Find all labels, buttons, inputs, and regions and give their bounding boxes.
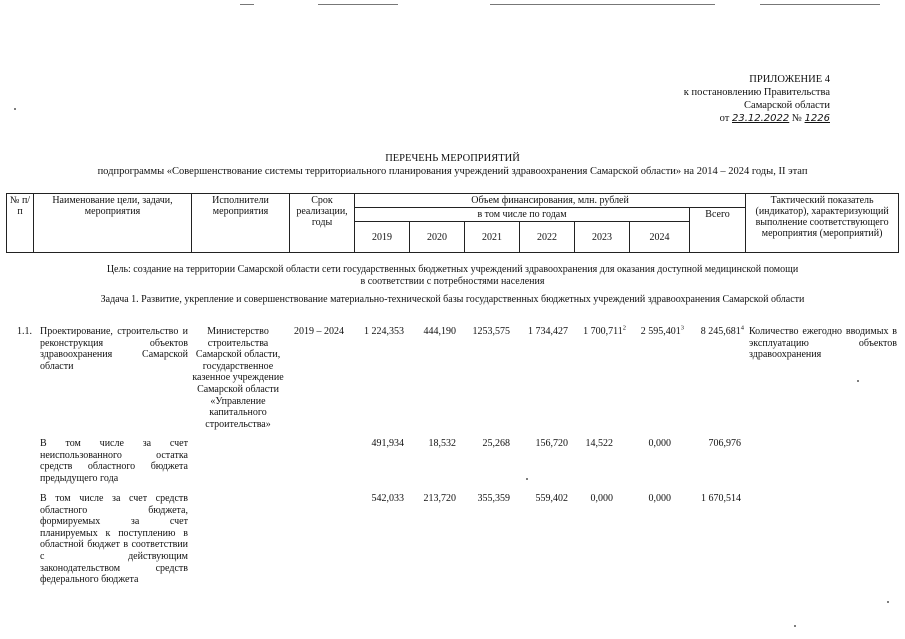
header-col-financing: Объем финансирования, млн. рублей <box>355 194 746 208</box>
row-term: 2019 – 2024 <box>294 326 344 337</box>
row-indicator: Количество ежегодно вводимых в эксплуатацию объектов здравоохранения <box>749 326 897 361</box>
appendix-title: ПРИЛОЖЕНИЕ 4 <box>749 74 830 85</box>
row-value: 0,000 <box>590 493 613 504</box>
header-year: 2023 <box>575 222 630 253</box>
row-value: 355,359 <box>477 493 510 504</box>
table-header <box>6 193 899 253</box>
row-value: 491,934 <box>371 438 404 449</box>
row-value: 1 224,353 <box>364 326 404 337</box>
row-value: 213,720 <box>423 493 456 504</box>
header-year: 2019 <box>355 222 410 253</box>
number-prefix: № <box>791 113 802 124</box>
header-col-number: № п/п <box>7 194 34 253</box>
header-col-executor: Исполнители мероприятия <box>192 194 290 253</box>
scan-artifact-line <box>240 4 254 5</box>
scan-artifact-line <box>318 4 398 5</box>
appendix-date-line <box>640 112 830 125</box>
scan-speck <box>794 625 796 627</box>
row-value: 18,532 <box>428 438 456 449</box>
row-value: 0,000 <box>648 493 671 504</box>
handwritten-date: 23.12.2022 <box>732 113 790 124</box>
header-col-by-years: в том числе по годам <box>355 208 690 222</box>
header-year: 2024 <box>630 222 690 253</box>
scan-artifact-line <box>490 4 715 5</box>
appendix-line: Самарской области <box>744 100 830 111</box>
row-value: 156,720 <box>535 438 568 449</box>
row-name: В том числе за счет средств областного бюджета, формируемых за счет планируемых к поступлению в областной бюджет в соответствии с действующим законодательством средств федерального бюджета <box>40 493 188 586</box>
row-total: 706,976 <box>708 438 741 449</box>
scan-speck <box>14 108 16 110</box>
handwritten-number: 1226 <box>804 113 830 124</box>
appendix-block <box>640 73 830 125</box>
header-col-name: Наименование цели, задачи, мероприятия <box>34 194 192 253</box>
row-name: Проектирование, строительство и реконструкция объектов здравоохранения Самарской области <box>40 326 188 372</box>
appendix-line: к постановлению Правительства <box>683 87 830 98</box>
header-year: 2020 <box>410 222 465 253</box>
row-value: 542,033 <box>371 493 404 504</box>
task-text: Задача 1. Развитие, укрепление и совершенствование материально-технической базы государственных бюджетных учреждений здравоохранения Самарской области <box>100 294 805 305</box>
footnote-mark: 3 <box>680 324 684 332</box>
goal-line: Цель: создание на территории Самарской области сети государственных бюджетных учреждений здравоохранения для оказания доступной медицинской помощи <box>106 264 799 275</box>
header-year: 2021 <box>465 222 520 253</box>
scan-speck <box>526 478 528 480</box>
header-col-total: Всего <box>690 208 746 253</box>
goal-text <box>0 264 905 288</box>
scan-speck <box>857 380 859 382</box>
row-total: 1 670,514 <box>701 493 741 504</box>
row-value: 559,402 <box>535 493 568 504</box>
row-executor: Министерство строительства Самарской области, государственное казенное учреждение Самарской области «Управление капитального строительства» <box>192 326 284 430</box>
date-prefix: от <box>719 113 730 124</box>
document-subtitle: подпрограммы «Совершенствование системы территориального планирования учреждений здравоохранения Самарской области» на 2014 – 2024 годы, II этап <box>97 166 808 177</box>
header-col-indicator: Тактический показатель (индикатор), характеризующий выполнение соответствующего мероприятия (мероприятий) <box>746 194 899 253</box>
footnote-mark: 2 <box>622 324 626 332</box>
row-value: 1 700,711$^2$ <box>583 324 626 337</box>
footnote-mark: 4 <box>740 324 744 332</box>
header-year: 2022 <box>520 222 575 253</box>
row-value: 25,268 <box>482 438 510 449</box>
header-col-term: Срок реализации, годы <box>290 194 355 253</box>
goal-line: в соответствии с потребностями населения <box>360 276 545 287</box>
document-title: ПЕРЕЧЕНЬ МЕРОПРИЯТИЙ <box>385 153 520 164</box>
row-value: 2 595,401$^3$ <box>640 324 684 337</box>
row-value: 1 734,427 <box>528 326 568 337</box>
row-value: 14,522 <box>585 438 613 449</box>
row-value: 0,000 <box>648 438 671 449</box>
row-name: В том числе за счет неиспользованного остатка средств областного бюджета предыдущего года <box>40 438 188 484</box>
row-total: 8 245,681$^4$ <box>700 324 744 337</box>
scan-speck <box>887 601 889 603</box>
row-value: 444,190 <box>423 326 456 337</box>
row-number: 1.1. <box>17 326 32 337</box>
scan-artifact-line <box>760 4 880 5</box>
row-value: 1253,575 <box>472 326 510 337</box>
